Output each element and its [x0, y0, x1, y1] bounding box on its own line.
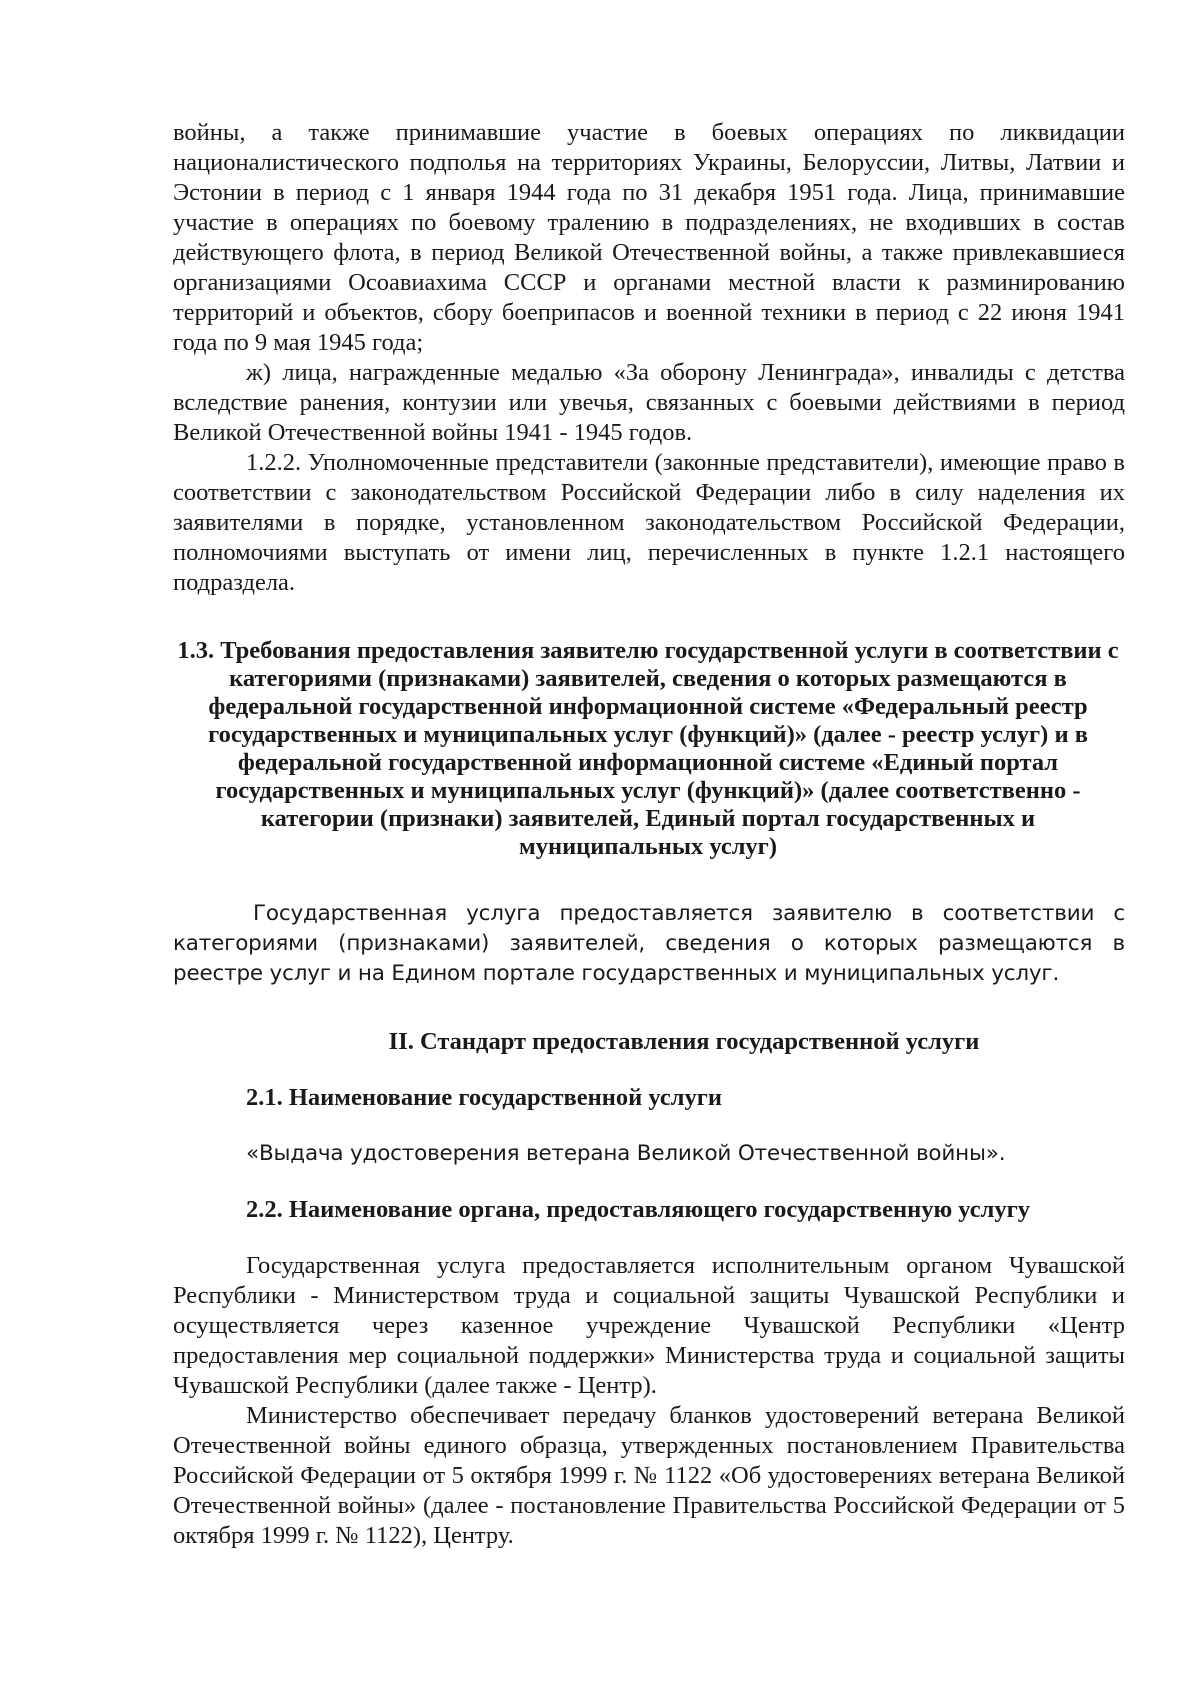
heading-2-2: 2.2. Наименование органа, предоставляющего государственную услугу — [246, 1196, 1031, 1223]
paragraph-2-2-body: Государственная услуга предоставляется исполнительным органом Чувашской Республики - Министерством труда и социальной защиты Чувашской Республики и осуществляется через казенное учреждение Чувашской Республики «Центр предоставления мер социальной поддержки» Министерства труда и социальной защиты Чувашской Республики (далее также - Центр). — [173, 1252, 1125, 1399]
paragraph-1-3-text: Государственная услуга предоставляется заявителю в соответствии с категориями (признаками) заявителей, сведения о которых размещаются в реестре услуг и на Едином портале государственных и муниципальных услуг. — [173, 901, 1125, 986]
heading-2-1: 2.1. Наименование государственной услуги — [246, 1084, 722, 1111]
paragraph-2-2-ministry: Министерство обеспечивает передачу бланков удостоверений ветерана Великой Отечественной войны единого образца, утвержденных постановлением Правительства Российской Федерации от 5 октября 1999 г. № 1122 «Об удостоверениях ветерана Великой Отечественной войны» (далее - постановление Правительства Российской Федерации от 5 октября 1999 г. № 1122), Центру. — [173, 1402, 1125, 1549]
paragraph-veterans-list-continued: войны, а также принимавшие участие в боевых операциях по ликвидации националистического подполья на территориях Украины, Белоруссии, Литвы, Латвии и Эстонии в период с 1 января 1944 года по 31 декабря 1951 года. Лица, принимавшие участие в операциях по боевому тралению в подразделениях, не входивших в состав действующего флота, в период Великой Отечественной войны, а также привлекавшиеся организациями Осоавиахима СССР и органами местной власти к разминированию территорий и объектов, сбору боеприпасов и военной техники в период с 22 июня 1941 года по 9 мая 1945 года; — [173, 119, 1125, 356]
paragraph-1-2-2: 1.2.2. Уполномоченные представители (законные представители), имеющие право в соответствии с законодательством Российской Федерации либо в силу наделения их заявителями в порядке, установленном законодательством Российской Федерации, полномочиями выступать от имени лиц, перечисленных в пункте 1.2.1 настоящего подраздела. — [173, 449, 1125, 596]
section-2-heading: II. Стандарт предоставления государственной услуги — [388, 1028, 980, 1055]
paragraph-2-1-text: «Выдача удостоверения ветерана Великой Отечественной войны». — [246, 1141, 1006, 1166]
document-page — [173, 118, 1125, 1551]
heading-1-3: 1.3. Требования предоставления заявителю государственной услуги в соответствии с категориями (признаками) заявителей, сведения о которых размещаются в федеральной государственной информационной системе «Федеральный реестр государственных и муниципальных услуг (функций)» (далее - реестр услуг) и в федеральной государственной информационной системе «Единый портал государственных и муниципальных услуг (функций)» (далее соответственно - категории (признаки) заявителей, Единый портал государственных и муниципальных услуг) — [177, 637, 1119, 860]
paragraph-item-zh: ж) лица, награжденные медалью «За оборону Ленинграда», инвалиды с детства вследствие ранения, контузии или увечья, связанных с боевыми действиями в период Великой Отечественной войны 1941 - 1945 годов. — [173, 359, 1125, 446]
